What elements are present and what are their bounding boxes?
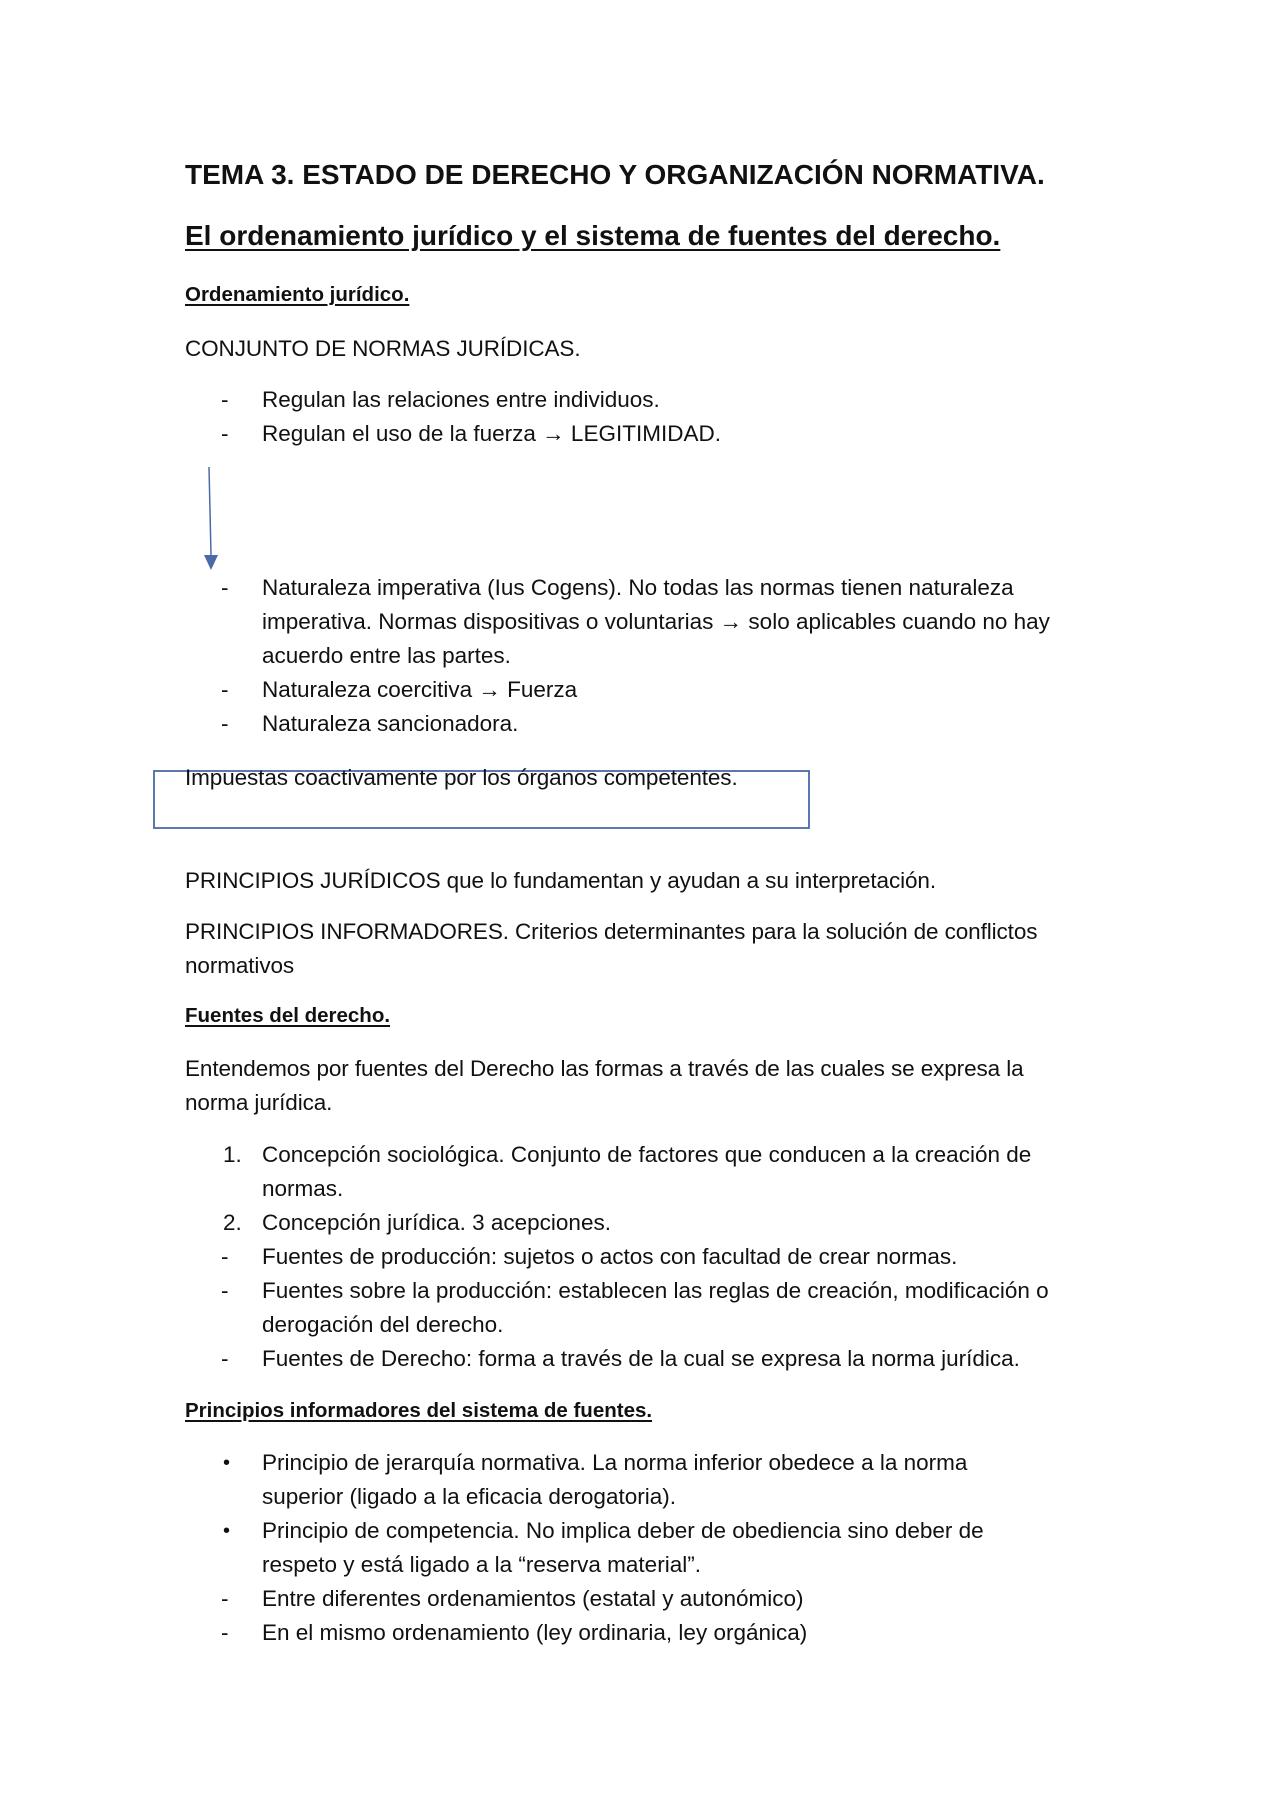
list-item-text: imperativa. Normas dispositivas o voluntarias → solo aplicables cuando no hay <box>262 609 1050 634</box>
list-item-text: Regulan el uso de la fuerza → LEGITIMIDAD. <box>262 421 721 446</box>
boxed-text: Impuestas coactivamente por los órganos competentes. <box>185 765 738 790</box>
section-heading-principios: Principios informadores del sistema de fuentes. <box>185 1399 653 1422</box>
list-concepciones <box>185 1138 1049 1376</box>
arrow-down-icon <box>209 467 211 555</box>
list-item-text: superior (ligado a la eficacia derogatoria). <box>262 1484 676 1509</box>
list-item <box>185 1582 984 1616</box>
list-principios <box>185 1446 984 1650</box>
list-item <box>185 1308 1049 1342</box>
list-item <box>185 1274 1049 1308</box>
list-item-text: Naturaleza coercitiva → Fuerza <box>262 677 578 702</box>
list-item-text: Naturaleza imperativa (Ius Cogens). No todas las normas tienen naturaleza <box>262 575 1014 600</box>
list-item-text: Entre diferentes ordenamientos (estatal y autonómico) <box>262 1586 804 1611</box>
list-item-text: Fuentes de producción: sujetos o actos con facultad de crear normas. <box>262 1244 958 1269</box>
bullet-icon: • <box>223 1452 231 1474</box>
list-item <box>185 383 721 417</box>
list-marker: - <box>221 1346 229 1371</box>
list-item-text: normas. <box>262 1176 344 1201</box>
list-marker: - <box>221 711 229 736</box>
list-marker: - <box>221 1244 229 1269</box>
list-item <box>185 417 721 451</box>
list-marker: - <box>221 575 229 600</box>
list-item <box>185 571 1050 605</box>
list-item <box>185 1446 984 1480</box>
paragraph-fuentes-intro: Entendemos por fuentes del Derecho las formas a través de las cuales se expresa la <box>185 1056 1024 1081</box>
list-item <box>185 1548 984 1582</box>
list-marker: - <box>221 1586 229 1611</box>
list-item <box>185 673 1050 707</box>
list-item <box>185 1480 984 1514</box>
paragraph-conjunto-normas: CONJUNTO DE NORMAS JURÍDICAS. <box>185 336 581 361</box>
list-item-text: acuerdo entre las partes. <box>262 643 511 668</box>
list-item-text: Concepción jurídica. 3 acepciones. <box>262 1210 611 1235</box>
list-item <box>185 1206 1049 1240</box>
list-marker: - <box>221 387 229 412</box>
section-heading-fuentes: Fuentes del derecho. <box>185 1004 391 1027</box>
list-item <box>185 1172 1049 1206</box>
list-item <box>185 1616 984 1650</box>
list-item <box>185 707 1050 741</box>
list-item <box>185 639 1050 673</box>
list-item <box>185 1240 1049 1274</box>
list-regulan <box>185 383 721 451</box>
bullet-icon: • <box>223 1520 231 1542</box>
paragraph-fuentes-intro-cont: norma jurídica. <box>185 1090 333 1115</box>
list-marker: - <box>221 1278 229 1303</box>
list-item-text: En el mismo ordenamiento (ley ordinaria, ley orgánica) <box>262 1620 808 1645</box>
list-item-text: Principio de competencia. No implica deber de obediencia sino deber de <box>262 1518 984 1543</box>
list-marker: - <box>221 677 229 702</box>
list-item-text: derogación del derecho. <box>262 1312 504 1337</box>
list-marker: 1. <box>223 1142 242 1167</box>
list-marker: 2. <box>223 1210 242 1235</box>
arrow-head-icon <box>204 555 218 570</box>
list-item-text: Regulan las relaciones entre individuos. <box>262 387 660 412</box>
list-item-text: Fuentes de Derecho: forma a través de la cual se expresa la norma jurídica. <box>262 1346 1020 1371</box>
list-item <box>185 1342 1049 1376</box>
list-item-text: Concepción sociológica. Conjunto de factores que conducen a la creación de <box>262 1142 1032 1167</box>
list-item <box>185 1514 984 1548</box>
list-naturaleza <box>185 571 1050 741</box>
list-item <box>185 605 1050 639</box>
list-marker: - <box>221 421 229 446</box>
document-title: TEMA 3. ESTADO DE DERECHO Y ORGANIZACIÓN NORMATIVA. <box>185 159 1045 190</box>
paragraph-principios-juridicos: PRINCIPIOS JURÍDICOS que lo fundamentan y ayudan a su interpretación. <box>185 868 936 893</box>
list-item-text: Principio de jerarquía normativa. La norma inferior obedece a la norma <box>262 1450 968 1475</box>
paragraph-principios-informadores-cont: normativos <box>185 953 295 978</box>
section-heading-ordenamiento: Ordenamiento jurídico. <box>185 283 410 306</box>
list-item-text: respeto y está ligado a la “reserva material”. <box>262 1552 701 1577</box>
list-item-text: Fuentes sobre la producción: establecen las reglas de creación, modificación o <box>262 1278 1049 1303</box>
list-item <box>185 1138 1049 1172</box>
paragraph-principios-informadores: PRINCIPIOS INFORMADORES. Criterios determinantes para la solución de conflictos <box>185 919 1038 944</box>
list-item-text: Naturaleza sancionadora. <box>262 711 519 736</box>
document-subtitle: El ordenamiento jurídico y el sistema de fuentes del derecho. <box>185 220 1001 251</box>
list-marker: - <box>221 1620 229 1645</box>
